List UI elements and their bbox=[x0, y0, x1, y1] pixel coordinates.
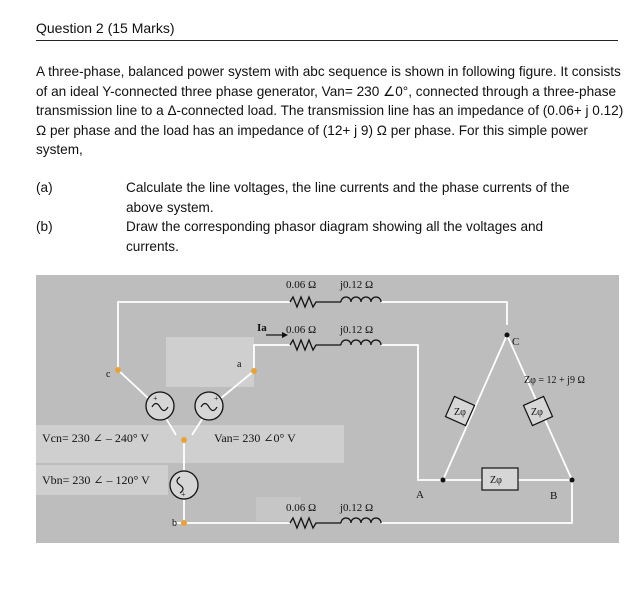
source-vbn bbox=[170, 471, 198, 499]
circuit-diagram bbox=[36, 275, 619, 543]
svg-text:Zφ: Zφ bbox=[531, 407, 543, 418]
load-impedance-cb bbox=[523, 396, 552, 425]
node-a-label: a bbox=[237, 359, 242, 370]
top-line-reactance: j0.12 Ω bbox=[340, 279, 374, 291]
svg-text:Zφ: Zφ bbox=[490, 475, 502, 486]
question-heading: Question 2 (15 Marks) bbox=[36, 20, 618, 41]
node-b-label: b bbox=[172, 518, 177, 529]
node-A-label: A bbox=[416, 489, 424, 501]
source-van bbox=[195, 392, 223, 420]
bottom-line-resistance: 0.06 Ω bbox=[286, 502, 317, 514]
part-a-label: (a) bbox=[36, 180, 53, 195]
van-label: Van= 230 ∠0° V bbox=[214, 431, 296, 445]
part-a-text: Calculate the line voltages, the line currents and the phase currents of the above system. bbox=[126, 180, 570, 215]
load-impedance-ab bbox=[482, 468, 518, 490]
node-c-label: c bbox=[106, 369, 111, 380]
source-vcn bbox=[146, 392, 174, 420]
svg-text:Zφ: Zφ bbox=[454, 407, 466, 418]
bottom-line-reactance: j0.12 Ω bbox=[340, 502, 374, 514]
part-b-label: (b) bbox=[36, 219, 53, 234]
load-impedance-label: Zφ = 12 + j9 Ω bbox=[524, 375, 585, 386]
vcn-label: Vcn= 230 ∠ – 240° V bbox=[42, 431, 150, 445]
part-b-text: Draw the corresponding phasor diagram showing all the voltages and currents. bbox=[126, 219, 544, 254]
circuit-figure bbox=[36, 275, 619, 543]
svg-text:+: + bbox=[214, 394, 219, 403]
svg-text:+: + bbox=[153, 394, 158, 403]
top-line-resistance: 0.06 Ω bbox=[286, 279, 317, 291]
mid-line-reactance: j0.12 Ω bbox=[340, 324, 374, 336]
mid-line-resistance: 0.06 Ω bbox=[286, 324, 317, 336]
load-impedance-ca bbox=[445, 396, 474, 425]
node-C-label: C bbox=[512, 336, 520, 348]
vbn-label: Vbn= 230 ∠ – 120° V bbox=[42, 473, 150, 487]
current-arrow bbox=[266, 332, 288, 338]
svg-text:+: + bbox=[181, 490, 186, 499]
question-paragraph: A three-phase, balanced power system with abc sequence is shown in following figure. It consists of an ideal Y-connected three phase generator, Van= 230 ∠0°, connected through a three-phase transmission line to a Δ-connected load. The transmission line has an impedance of (0.06+ j 0.12) Ω per phase and the load has an impedance of (12+ j 9) Ω per phase. For this simple power system, bbox=[36, 64, 624, 158]
current-label: Ia bbox=[257, 322, 267, 334]
node-B-label: B bbox=[550, 490, 558, 502]
